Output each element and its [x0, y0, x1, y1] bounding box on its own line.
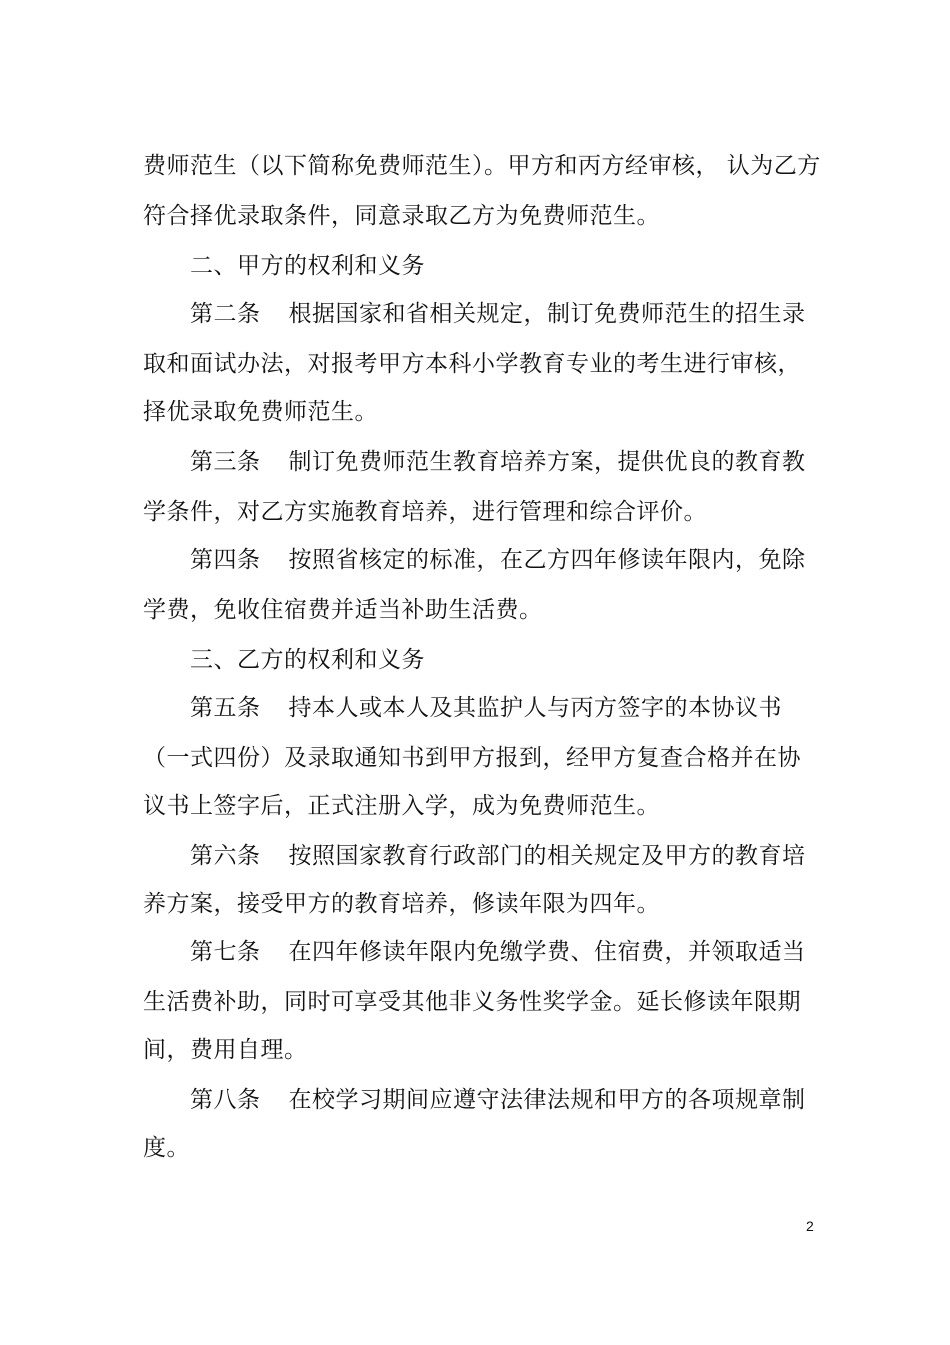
article-label: 第二条 — [190, 301, 261, 327]
text-line: 符合择优录取条件，同意录取乙方为免费师范生。 — [143, 203, 660, 229]
text-line: 费师范生（以下简称免费师范生）。甲方和丙方经审核， 认为乙方 — [143, 153, 821, 179]
article-text: 按照省核定的标准，在乙方四年修读年限内，免除 — [288, 547, 806, 573]
text-line: 养方案，接受甲方的教育培养，修读年限为四年。 — [143, 891, 660, 917]
section-heading: 三、乙方的权利和义务 — [190, 647, 425, 673]
text-line: 取和面试办法，对报考甲方本科小学教育专业的考生进行审核， — [143, 351, 801, 377]
article-line — [190, 937, 806, 967]
text-line: 学费，免收住宿费并适当补助生活费。 — [143, 597, 543, 623]
section-heading: 二、甲方的权利和义务 — [190, 253, 425, 279]
article-text: 在四年修读年限内免缴学费、住宿费，并领取适当 — [288, 939, 806, 965]
article-text: 在校学习期间应遵守法律法规和甲方的各项规章制 — [288, 1087, 806, 1113]
article-text: 持本人或本人及其监护人与丙方签字的本协议书 — [288, 695, 782, 721]
article-line — [190, 693, 782, 723]
article-text: 制订免费师范生教育培养方案，提供优良的教育教 — [288, 449, 806, 475]
article-line — [190, 299, 806, 329]
article-text: 根据国家和省相关规定，制订免费师范生的招生录 — [288, 301, 806, 327]
article-label: 第三条 — [190, 449, 261, 475]
text-line: 生活费补助，同时可享受其他非义务性奖学金。延长修读年限期 — [143, 989, 801, 1015]
article-line — [190, 841, 806, 871]
text-line: （一式四份）及录取通知书到甲方报到，经甲方复查合格并在协 — [143, 745, 801, 771]
article-label: 第五条 — [190, 695, 261, 721]
text-line: 择优录取免费师范生。 — [143, 399, 378, 425]
article-label: 第六条 — [190, 843, 261, 869]
article-line — [190, 545, 806, 575]
text-line: 学条件，对乙方实施教育培养，进行管理和综合评价。 — [143, 499, 707, 525]
article-label: 第八条 — [190, 1087, 261, 1113]
text-line: 间，费用自理。 — [143, 1037, 308, 1063]
text-line: 议书上签字后，正式注册入学，成为免费师范生。 — [143, 793, 660, 819]
article-text: 按照国家教育行政部门的相关规定及甲方的教育培 — [288, 843, 806, 869]
text-line: 度。 — [143, 1135, 190, 1161]
article-label: 第七条 — [190, 939, 261, 965]
article-line — [190, 447, 806, 477]
page-number: 2 — [806, 1218, 814, 1234]
article-label: 第四条 — [190, 547, 261, 573]
article-line — [190, 1085, 806, 1115]
